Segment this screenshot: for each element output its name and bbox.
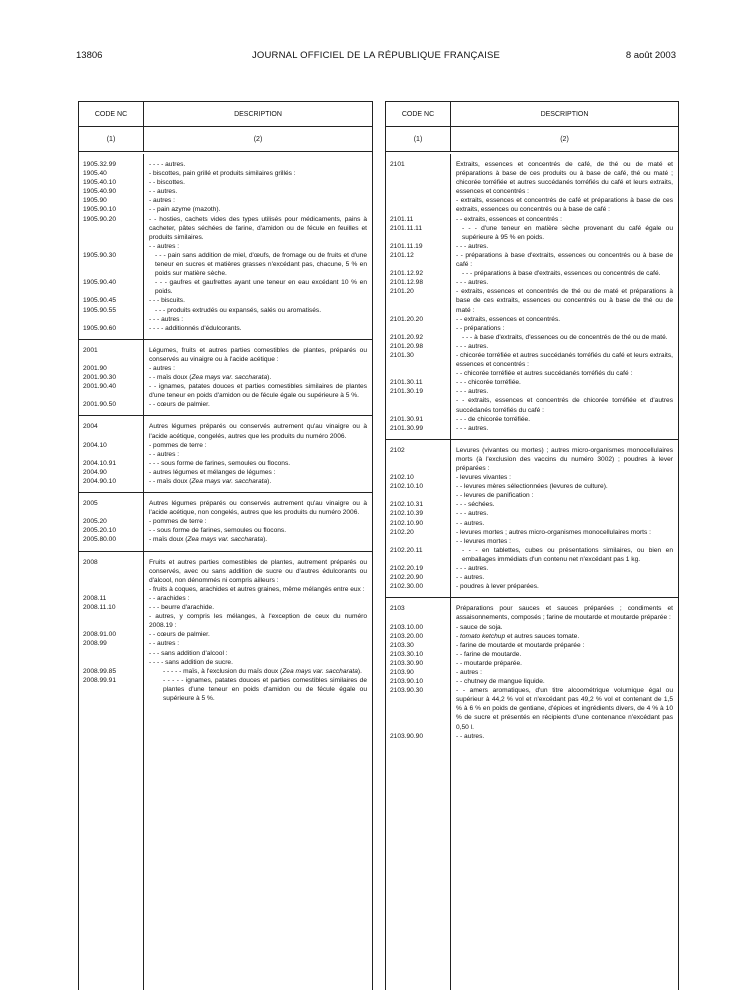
nc-code: 2101	[390, 161, 405, 168]
description: - - - - additionnés d'édulcorants.	[149, 324, 242, 332]
table-row	[79, 196, 372, 205]
table-row	[79, 535, 372, 544]
table-row	[386, 500, 678, 509]
col-code-number: (1)	[79, 127, 144, 151]
table-row	[79, 187, 372, 196]
table-row	[386, 342, 678, 351]
description: - - biscottes.	[149, 179, 185, 187]
table-row	[79, 526, 372, 535]
nc-code: 2001.90	[83, 364, 107, 372]
tariff-section	[79, 415, 372, 492]
description: - - - biscuits.	[149, 297, 185, 305]
nc-code: 2004.90	[83, 468, 107, 476]
description: - - - de chicorée torréfiée.	[456, 415, 531, 423]
nc-code: 2008.99.85	[83, 667, 117, 675]
nc-code: 1905.90	[83, 197, 107, 205]
nc-code	[386, 324, 450, 333]
nc-code: 2101.20.20	[390, 315, 424, 323]
description: - autres :	[149, 197, 176, 205]
nc-code: 2005.20.10	[83, 527, 117, 535]
description: - - chutney de mangue liquide.	[456, 678, 545, 686]
table-row	[386, 482, 678, 491]
description: - - - beurre d'arachide.	[149, 604, 215, 612]
table-row	[79, 422, 372, 440]
table-row	[386, 537, 678, 546]
issue-date: 8 août 2003	[625, 50, 676, 61]
description: - autres :	[149, 364, 176, 372]
page-number: 13806	[76, 50, 103, 61]
description: - levures vivantes :	[456, 474, 511, 482]
description: Légumes, fruits et autres parties comestibles de plantes, préparés ou conservés au vinaigre ou à l'acide acétique :	[149, 346, 367, 363]
description: - - chicorée torréfiée et autres succédanés torréfiés du café :	[456, 370, 633, 378]
table-row	[386, 278, 678, 287]
description: - - farine de moutarde.	[456, 650, 522, 658]
description: - - maïs doux (Zea mays var. saccharata).	[149, 478, 272, 485]
description: - - - sans addition d'alcool :	[149, 649, 228, 657]
description: - - autres.	[456, 732, 485, 740]
table-row	[79, 160, 372, 169]
nc-code: 2103.90	[390, 668, 414, 676]
description: - - amers aromatiques, d'un titre alcoométrique volumique égal ou supérieur à 44,2 % vol et n'excédant pas 49,2 % vol et contenant de 1,5 % à 6 % en poids de gentiane, d'épices et ingrédients divers, de 4 % à 10 % de sucre et présentés en récipients d'une contenance n'excédant pas 0,50 l.	[456, 687, 673, 731]
description: - - - préparations à base d'extraits, essences ou concentrés de café.	[462, 270, 661, 278]
description: - - sous forme de farines, semoules ou flocons.	[149, 527, 287, 535]
description: - - autres.	[456, 519, 485, 527]
nc-code: 2008	[83, 558, 98, 566]
nc-code: 2102.10.10	[390, 483, 424, 491]
col-code-header: CODE NC	[79, 102, 144, 126]
description: - - - autres.	[456, 342, 489, 350]
table-row	[386, 351, 678, 369]
description: - - extraits, essences et concentrés de chicorée torréfiée et d'autres succédanés torréfiés du café :	[456, 397, 673, 414]
description: - - préparations :	[456, 324, 505, 332]
table-row	[79, 400, 372, 409]
description: - - - - - maïs, à l'exclusion du maïs doux (Zea mays var. saccharata).	[163, 667, 362, 675]
description: - - - pain sans addition de miel, d'œufs, de fromage ou de fruits et d'une teneur en sucres et matières grasses n'excédant pas, chacune, 5 % en poids sur matière sèche.	[155, 251, 367, 278]
nc-code: 2103.90.10	[390, 678, 424, 686]
table-row	[386, 251, 678, 269]
nc-code	[386, 396, 450, 414]
nc-code: 2102.20.19	[390, 565, 424, 573]
description: - - autres :	[149, 242, 180, 250]
table-row	[386, 528, 678, 537]
nc-code: 1905.90.60	[83, 324, 117, 332]
nc-code	[79, 585, 143, 594]
table-row	[386, 333, 678, 342]
nc-code: 2008.99	[83, 640, 107, 648]
description: - pommes de terre :	[149, 441, 207, 449]
table-row	[386, 519, 678, 528]
table-row	[386, 604, 678, 622]
description: - maïs doux (Zea mays var. saccharata).	[149, 536, 268, 544]
nc-code: 2102.30.00	[390, 583, 424, 591]
table-row	[386, 196, 678, 214]
table-row	[386, 415, 678, 424]
nc-code: 2005	[83, 500, 98, 508]
description: - - - autres.	[456, 510, 489, 518]
description: Extraits, essences et concentrés de café, de thé ou de maté et préparations à base de ces produits ou à base de café, thé ou maté ; chicorée torréfiée et autres succédanés torréfiés du café et leurs extraits, essences et concentrés :	[456, 161, 673, 196]
nc-code: 2101.12	[390, 251, 414, 259]
nc-code: 1905.40	[83, 170, 107, 178]
nc-code: 1905.90.45	[83, 297, 117, 305]
nc-code: 2103.30.90	[390, 659, 424, 667]
description: - sauce de soja.	[456, 623, 503, 631]
nc-code: 2101.30.19	[390, 388, 424, 396]
description: - - maïs doux (Zea mays var. saccharata).	[149, 374, 272, 382]
table-row	[79, 499, 372, 517]
nc-code	[79, 450, 143, 459]
table-row	[79, 630, 372, 639]
description: Levures (vivantes ou mortes) ; autres micro-organismes monocellulaires morts (à l'exclusion des vaccins du numéro 3002) ; poudres à lever préparées :	[456, 446, 673, 472]
description: - - levures mères sélectionnées (levures de culture).	[456, 483, 608, 491]
description: - - - autres.	[456, 279, 489, 287]
nc-code	[79, 649, 143, 658]
nc-code: 2103.20.00	[390, 632, 424, 640]
col-code-header: CODE NC	[386, 102, 451, 126]
table-body	[79, 154, 372, 990]
description: Fruits et autres parties comestibles de plantes, autrement préparés ou conservés, avec ou sans addition de sucre ou d'autres édulcorants ou d'alcool, non dénommés ni compris ailleurs :	[149, 558, 367, 584]
nc-code: 2103.90.90	[390, 732, 424, 740]
nc-code: 2101.11.11	[390, 224, 423, 232]
table-row	[386, 215, 678, 224]
table-row	[386, 623, 678, 632]
nc-code: 2001.90.30	[83, 374, 117, 382]
page-header	[76, 50, 676, 66]
table-header	[79, 101, 372, 152]
table-row	[386, 686, 678, 731]
table-row	[386, 287, 678, 314]
table-row	[79, 169, 372, 178]
table-row	[386, 324, 678, 333]
nc-code: 2008.11.10	[83, 604, 116, 612]
table-body	[386, 154, 678, 990]
description: - - autres.	[456, 574, 485, 582]
nc-code: 2103.30.10	[390, 650, 424, 658]
description: - - arachides :	[149, 594, 190, 602]
tariff-section	[79, 492, 372, 550]
nc-code	[386, 196, 450, 214]
tariff-section	[79, 339, 372, 416]
nc-code: 2103	[390, 605, 405, 613]
table-row	[79, 346, 372, 364]
nc-code: 2005.80.00	[83, 536, 117, 544]
nc-code	[79, 658, 143, 667]
description: - - extraits, essences et concentrés.	[456, 315, 561, 323]
table-row	[79, 558, 372, 585]
description: - farine de moutarde et moutarde préparée :	[456, 641, 585, 649]
journal-title: JOURNAL OFFICIEL DE LA RÉPUBLIQUE FRANÇAISE	[251, 50, 501, 61]
table-row	[79, 459, 372, 468]
description: - - - - - ignames, patates douces et parties comestibles similaires de plantes d'une teneur en poids d'amidon ou de fécule égale ou supérieure à 5 %.	[163, 676, 367, 702]
nc-code: 2005.20	[83, 518, 107, 526]
nc-code	[386, 537, 450, 546]
table-row	[386, 659, 678, 668]
nc-code: 2102.20	[390, 528, 414, 536]
col-description-header: DESCRIPTION	[234, 110, 282, 118]
table-row	[79, 215, 372, 242]
nc-code: 2101.30.91	[390, 415, 424, 423]
description: - - autres.	[149, 188, 178, 196]
nc-code: 2101.30	[390, 351, 414, 359]
description: - biscottes, pain grillé et produits similaires grillés :	[149, 170, 296, 178]
description: - - - autres.	[456, 424, 489, 432]
tariff-section	[79, 551, 372, 710]
description: - - levures de panification :	[456, 492, 534, 500]
description: - - - produits extrudés ou expansés, salés ou aromatisés.	[155, 306, 322, 314]
description: - - - autres :	[149, 315, 184, 323]
description: - - - d'une teneur en matière sèche provenant du café égale ou supérieure à 95 % en poids.	[462, 224, 673, 241]
table-row	[386, 315, 678, 324]
nc-code	[79, 612, 143, 630]
tariff-section	[79, 154, 372, 339]
description: - fruits à coques, arachides et autres graines, même mélangés entre eux :	[149, 585, 365, 593]
nc-code	[79, 315, 143, 324]
description: Autres légumes préparés ou conservés autrement qu'au vinaigre ou à l'acide acétique, non congelés, autres que les produits du numéro 2006.	[149, 500, 367, 517]
table-row	[386, 224, 678, 242]
nc-code: 2102.10	[390, 474, 414, 482]
nc-code: 1905.90.55	[83, 306, 117, 314]
table-row	[386, 650, 678, 659]
nc-code: 2004	[83, 423, 98, 431]
table-row	[79, 205, 372, 214]
table-row	[79, 612, 372, 630]
table-row	[79, 639, 372, 648]
nc-code: 2102.10.39	[390, 510, 424, 518]
nc-code: 2008.11	[83, 594, 107, 602]
nc-code: 2102.20.90	[390, 574, 424, 582]
table-header	[386, 101, 678, 152]
description: - - extraits, essences et concentrés :	[456, 215, 562, 223]
table-row	[386, 564, 678, 573]
nc-code: 2102.10.90	[390, 519, 424, 527]
table-row	[79, 364, 372, 373]
table-row	[79, 382, 372, 400]
table-row	[386, 491, 678, 500]
description: - - - séchées.	[456, 501, 495, 509]
nc-code	[79, 242, 143, 251]
nc-code: 1905.90.30	[83, 251, 117, 259]
table-row	[79, 603, 372, 612]
description: - - - autres.	[456, 242, 489, 250]
table-row	[79, 658, 372, 667]
nc-code	[386, 369, 450, 378]
description: - - ignames, patates douces et parties comestibles similaires de plantes d'une teneur en poids d'amidon ou de fécule égale ou supérieure à 5 %.	[149, 383, 367, 400]
nc-code: 2101.12.98	[390, 279, 424, 287]
tariff-section	[386, 154, 678, 439]
tariff-section	[386, 597, 678, 746]
table-row	[79, 324, 372, 333]
description: - - hosties, cachets vides des types utilisés pour médicaments, pains à cacheter, pâtes séchées de farine, d'amidon ou de fécule en feuilles et produits similaires.	[149, 215, 367, 241]
table-row	[386, 573, 678, 582]
nc-code: 2101.30.99	[390, 424, 424, 432]
nc-code: 2001.90.40	[83, 383, 117, 391]
nc-code	[386, 491, 450, 500]
nc-code: 2101.12.92	[390, 270, 424, 278]
nc-code: 2102	[390, 446, 405, 454]
table-row	[386, 546, 678, 564]
table-row	[79, 441, 372, 450]
nc-code: 2101.11.19	[390, 242, 423, 250]
table-row	[79, 585, 372, 594]
table-row	[386, 446, 678, 473]
nc-code: 1905.32.99	[83, 161, 117, 168]
description: - pommes de terre :	[149, 518, 207, 526]
table-row	[79, 306, 372, 315]
description: - - - à base d'extraits, d'essences ou de concentrés de thé ou de maté.	[462, 333, 668, 341]
table-row	[79, 517, 372, 526]
table-row	[79, 594, 372, 603]
table-row	[386, 424, 678, 433]
table-row	[79, 649, 372, 658]
description: Préparations pour sauces et sauces préparées ; condiments et assaisonnements, composés ; farine de moutarde et moutarde préparée :	[456, 605, 673, 622]
description: - - - - autres.	[149, 161, 186, 168]
table-row	[79, 178, 372, 187]
description: - poudres à lever préparées.	[456, 583, 539, 591]
table-row	[79, 296, 372, 305]
nc-code: 1905.40.10	[83, 179, 117, 187]
table-row	[386, 641, 678, 650]
description: - tomato ketchup et autres sauces tomate.	[456, 632, 580, 640]
description: - - moutarde préparée.	[456, 659, 522, 667]
table-row	[79, 667, 372, 676]
description: - chicorée torréfiée et autres succédanés torréfiés du café et leurs extraits, essences et concentrés :	[456, 351, 673, 369]
description: - - - en tablettes, cubes ou présentations similaires, ou bien en emballages immédiats d'un contenu net n'excédant pas 1 kg.	[462, 546, 673, 563]
description: - - - sous forme de farines, semoules ou flocons.	[149, 459, 291, 467]
nc-code: 2101.20.92	[390, 333, 424, 341]
description: - - cœurs de palmier.	[149, 631, 210, 639]
description: - - pain azyme (mazoth).	[149, 206, 221, 214]
table-row	[386, 269, 678, 278]
table-row	[79, 450, 372, 459]
table-row	[386, 582, 678, 591]
table-row	[79, 315, 372, 324]
table-row	[79, 477, 372, 486]
table-row	[79, 278, 372, 296]
description: - autres légumes et mélanges de légumes :	[149, 468, 276, 476]
table-row	[386, 632, 678, 641]
table-row	[386, 732, 678, 741]
nc-code: 2103.90.30	[390, 687, 424, 695]
description: - - - chicorée torréfiée.	[456, 379, 521, 387]
description: Autres légumes préparés ou conservés autrement qu'au vinaigre ou à l'acide acétique, congelés, autres que les produits du numéro 2006.	[149, 423, 367, 440]
nc-code: 2004.10	[83, 441, 107, 449]
nc-code: 2008.91.00	[83, 631, 117, 639]
table-row	[386, 396, 678, 414]
table-row	[386, 473, 678, 482]
description: - extraits, essences et concentrés de thé ou de maté et préparations à base de ces extraits, essences ou concentrés ou à base de thé ou de maté :	[456, 288, 673, 314]
tariff-section	[386, 439, 678, 598]
description: - - autres :	[149, 450, 180, 458]
nc-code: 1905.90.20	[83, 215, 117, 223]
description: - - - gaufres et gaufrettes ayant une teneur en eau excédant 10 % en poids.	[155, 279, 367, 296]
table-row	[386, 369, 678, 378]
table-row	[79, 676, 372, 703]
table-row	[386, 509, 678, 518]
col-description-number: (2)	[253, 135, 263, 143]
description: - - autres :	[149, 640, 180, 648]
nc-code: 2101.20.98	[390, 342, 424, 350]
nc-code: 1905.40.90	[83, 188, 117, 196]
nc-code: 2102.20.11	[390, 546, 423, 554]
table-row	[79, 251, 372, 278]
nc-code: 2103.10.00	[390, 623, 424, 631]
nc-code: 1905.90.40	[83, 279, 117, 287]
table-row	[386, 387, 678, 396]
nc-code: 2101.30.11	[390, 379, 423, 387]
right-table	[385, 101, 679, 990]
table-row	[79, 373, 372, 382]
table-row	[386, 668, 678, 677]
col-description-header: DESCRIPTION	[540, 110, 589, 118]
description: - - - - sans addition de sucre.	[149, 658, 233, 666]
nc-code: 2001.90.50	[83, 401, 117, 409]
nc-code: 2004.90.10	[83, 478, 117, 485]
description: - - - autres.	[456, 388, 489, 396]
nc-code: 2103.30	[390, 641, 414, 649]
nc-code: 2008.99.91	[83, 676, 117, 684]
table-row	[79, 468, 372, 477]
nc-code: 2102.10.31	[390, 501, 424, 509]
description: - extraits, essences et concentrés de café et préparations à base de ces extraits, essences ou concentrés ou à base de café :	[456, 197, 673, 214]
description: - autres, y compris les mélanges, à l'exception de ceux du numéro 2008.19 :	[149, 613, 367, 630]
left-table	[78, 101, 373, 990]
description: - levures mortes ; autres micro-organismes monocellulaires morts :	[456, 528, 651, 536]
nc-code: 2001	[83, 346, 98, 354]
description: - - - autres.	[456, 565, 489, 573]
table-row	[386, 677, 678, 686]
table-row	[386, 242, 678, 251]
table-row	[386, 160, 678, 196]
table-row	[79, 242, 372, 251]
description: - autres :	[456, 668, 483, 676]
nc-code: 2101.20	[390, 288, 414, 296]
col-code-number: (1)	[386, 127, 451, 151]
nc-code: 1905.90.10	[83, 206, 117, 214]
col-description-number: (2)	[560, 135, 569, 143]
nc-code: 2101.11	[390, 215, 414, 223]
description: - - préparations à base d'extraits, essences ou concentrés ou à base de café :	[456, 251, 673, 269]
description: - - levures mortes :	[456, 537, 511, 545]
description: - - cœurs de palmier.	[149, 401, 210, 409]
nc-code: 2004.10.91	[83, 459, 117, 467]
table-row	[386, 378, 678, 387]
